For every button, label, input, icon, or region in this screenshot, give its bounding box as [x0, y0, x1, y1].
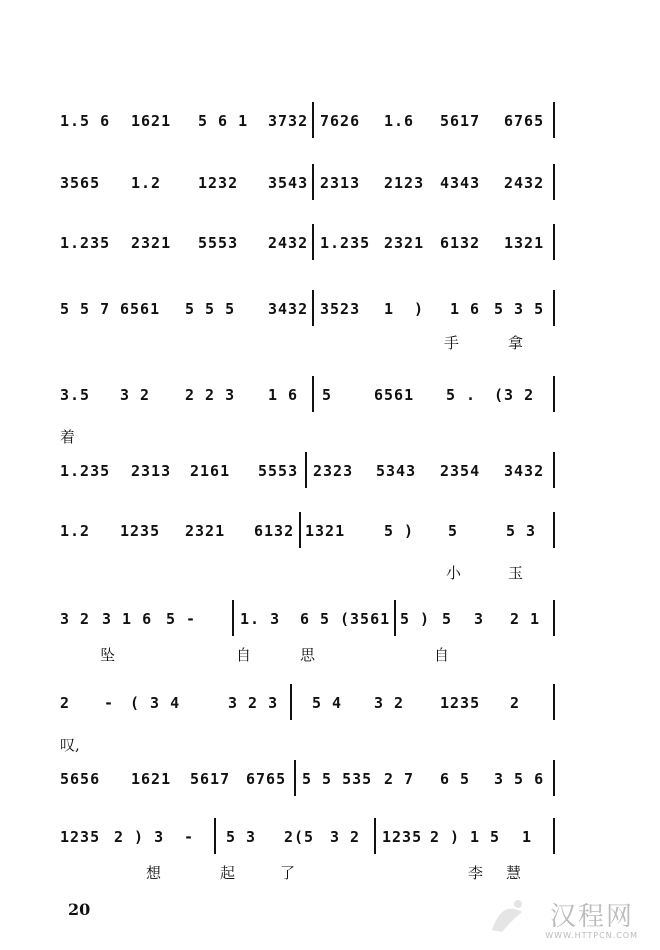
- lyric: 李: [468, 864, 484, 882]
- note-group: 5 -: [166, 610, 197, 628]
- note-group: 7626: [320, 112, 361, 130]
- note-group: 6561: [120, 300, 161, 318]
- note-group: 2 ): [430, 828, 461, 846]
- note-group: 5 5 7: [60, 300, 111, 318]
- note-group: 1: [384, 300, 395, 318]
- note-group: 3 2: [120, 386, 151, 404]
- note-group: 6765: [246, 770, 287, 788]
- note-group: 1621: [131, 770, 172, 788]
- note-group: 3523: [320, 300, 361, 318]
- bar-line: [290, 684, 292, 720]
- score-row-4: [0, 300, 660, 352]
- note-group: 1 5: [470, 828, 501, 846]
- note-group: 1.235: [60, 234, 111, 252]
- note-group: 1235: [382, 828, 423, 846]
- note-group: 1321: [504, 234, 545, 252]
- lyric: 起: [220, 864, 236, 882]
- note-group: 2 1: [510, 610, 541, 628]
- bar-line: [312, 224, 314, 260]
- note-group: 6 5: [300, 610, 331, 628]
- bar-line: [394, 600, 396, 636]
- lyric: 着: [60, 428, 76, 446]
- lyric: 自: [434, 646, 450, 664]
- lyric: 慧: [506, 864, 522, 882]
- note-group: 1 6: [450, 300, 481, 318]
- note-group: 1321: [305, 522, 346, 540]
- bar-line: [312, 102, 314, 138]
- note-group: 3732: [268, 112, 309, 130]
- lyric: 想: [146, 864, 162, 882]
- note-group: 1.5 6: [60, 112, 111, 130]
- note-group: 1 6: [268, 386, 299, 404]
- lyric: 玉: [508, 564, 524, 582]
- note-group: 2354: [440, 462, 481, 480]
- note-group: 2(5: [284, 828, 315, 846]
- watermark-url: WWW.HTTPCN.COM: [545, 931, 638, 940]
- note-group: 2: [60, 694, 71, 712]
- note-group: 3.5: [60, 386, 91, 404]
- note-group: (3561: [340, 610, 391, 628]
- score-row-11: [0, 828, 660, 882]
- note-group: 2123: [384, 174, 425, 192]
- note-group: 1235: [440, 694, 481, 712]
- score-row-5: [0, 386, 660, 446]
- note-group: 2313: [320, 174, 361, 192]
- note-group: 5 5 5: [185, 300, 236, 318]
- bar-line: [294, 760, 296, 796]
- note-group: 3565: [60, 174, 101, 192]
- note-group: 5 3: [226, 828, 257, 846]
- lyric: 了: [280, 864, 296, 882]
- bar-line: [232, 600, 234, 636]
- bar-line: [553, 224, 555, 260]
- note-group: 5343: [376, 462, 417, 480]
- bar-line: [374, 818, 376, 854]
- note-group: ( 3 4: [130, 694, 181, 712]
- lyric: 叹,: [60, 736, 80, 754]
- bar-line: [305, 452, 307, 488]
- note-group: 2432: [268, 234, 309, 252]
- note-group: 6132: [440, 234, 481, 252]
- note-group: 5 .: [446, 386, 477, 404]
- note-group: 3: [474, 610, 485, 628]
- note-group: 1. 3: [240, 610, 281, 628]
- score-row-2: [0, 174, 660, 214]
- note-group: ): [414, 300, 425, 318]
- bar-line: [553, 760, 555, 796]
- note-group: 1235: [120, 522, 161, 540]
- note-group: 5553: [198, 234, 239, 252]
- lyric: 小: [446, 564, 462, 582]
- bar-line: [312, 164, 314, 200]
- note-group: 5 ): [384, 522, 415, 540]
- bar-line: [553, 376, 555, 412]
- note-group: 5: [442, 610, 453, 628]
- page-number: 20: [68, 900, 91, 919]
- score-row-1: [0, 112, 660, 152]
- note-group: 2 7: [384, 770, 415, 788]
- watermark-text: 汉程网: [549, 902, 634, 932]
- note-group: 6561: [374, 386, 415, 404]
- note-group: 5 6 1: [198, 112, 249, 130]
- note-group: 1.235: [320, 234, 371, 252]
- note-group: 3543: [268, 174, 309, 192]
- note-group: 3 1 6: [102, 610, 153, 628]
- note-group: 5: [322, 386, 333, 404]
- note-group: 5: [448, 522, 459, 540]
- note-group: 2161: [190, 462, 231, 480]
- score-row-9: [0, 694, 660, 754]
- note-group: 5617: [440, 112, 481, 130]
- note-group: 6132: [254, 522, 295, 540]
- note-group: 1232: [198, 174, 239, 192]
- note-group: 5 4: [312, 694, 343, 712]
- note-group: 3 2 3: [228, 694, 279, 712]
- score-row-8: [0, 610, 660, 664]
- bar-line: [553, 684, 555, 720]
- bar-line: [312, 290, 314, 326]
- lyric: 自: [236, 646, 252, 664]
- note-group: -: [184, 828, 195, 846]
- note-group: 2 2 3: [185, 386, 236, 404]
- bar-line: [299, 512, 301, 548]
- note-group: 5656: [60, 770, 101, 788]
- note-group: 2: [510, 694, 521, 712]
- note-group: -: [104, 694, 115, 712]
- note-group: 3 5 6: [494, 770, 545, 788]
- lyric: 坠: [100, 646, 116, 664]
- note-group: (3 2: [494, 386, 535, 404]
- bar-line: [553, 600, 555, 636]
- score-row-3: [0, 234, 660, 274]
- note-group: 1621: [131, 112, 172, 130]
- note-group: 1: [522, 828, 533, 846]
- lyric: 思: [300, 646, 316, 664]
- note-group: 6 5: [440, 770, 471, 788]
- note-group: 6765: [504, 112, 545, 130]
- note-group: 2321: [384, 234, 425, 252]
- note-group: 1235: [60, 828, 101, 846]
- note-group: 1.235: [60, 462, 111, 480]
- note-group: 2432: [504, 174, 545, 192]
- bar-line: [312, 376, 314, 412]
- bar-line: [553, 818, 555, 854]
- bar-line: [553, 164, 555, 200]
- score-row-7: [0, 522, 660, 582]
- note-group: 4343: [440, 174, 481, 192]
- note-group: 2 ) 3: [114, 828, 165, 846]
- note-group: 1.2: [131, 174, 162, 192]
- note-group: 3432: [268, 300, 309, 318]
- note-group: 5 5 535: [302, 770, 373, 788]
- note-group: 2321: [185, 522, 226, 540]
- lyric: 拿: [508, 334, 524, 352]
- note-group: 3 2: [60, 610, 91, 628]
- note-group: 3 2: [374, 694, 405, 712]
- note-group: 5553: [258, 462, 299, 480]
- bar-line: [553, 102, 555, 138]
- score-row-10: [0, 770, 660, 810]
- note-group: 5617: [190, 770, 231, 788]
- bar-line: [553, 512, 555, 548]
- note-group: 5 3: [506, 522, 537, 540]
- note-group: 3 2: [330, 828, 361, 846]
- note-group: 5 ): [400, 610, 431, 628]
- note-group: 3432: [504, 462, 545, 480]
- bar-line: [214, 818, 216, 854]
- note-group: 5 3 5: [494, 300, 545, 318]
- score-row-6: [0, 462, 660, 502]
- bar-line: [553, 290, 555, 326]
- note-group: 2321: [131, 234, 172, 252]
- lyric: 手: [444, 334, 460, 352]
- note-group: 1.2: [60, 522, 91, 540]
- note-group: 2313: [131, 462, 172, 480]
- bar-line: [553, 452, 555, 488]
- note-group: 1.6: [384, 112, 415, 130]
- note-group: 2323: [313, 462, 354, 480]
